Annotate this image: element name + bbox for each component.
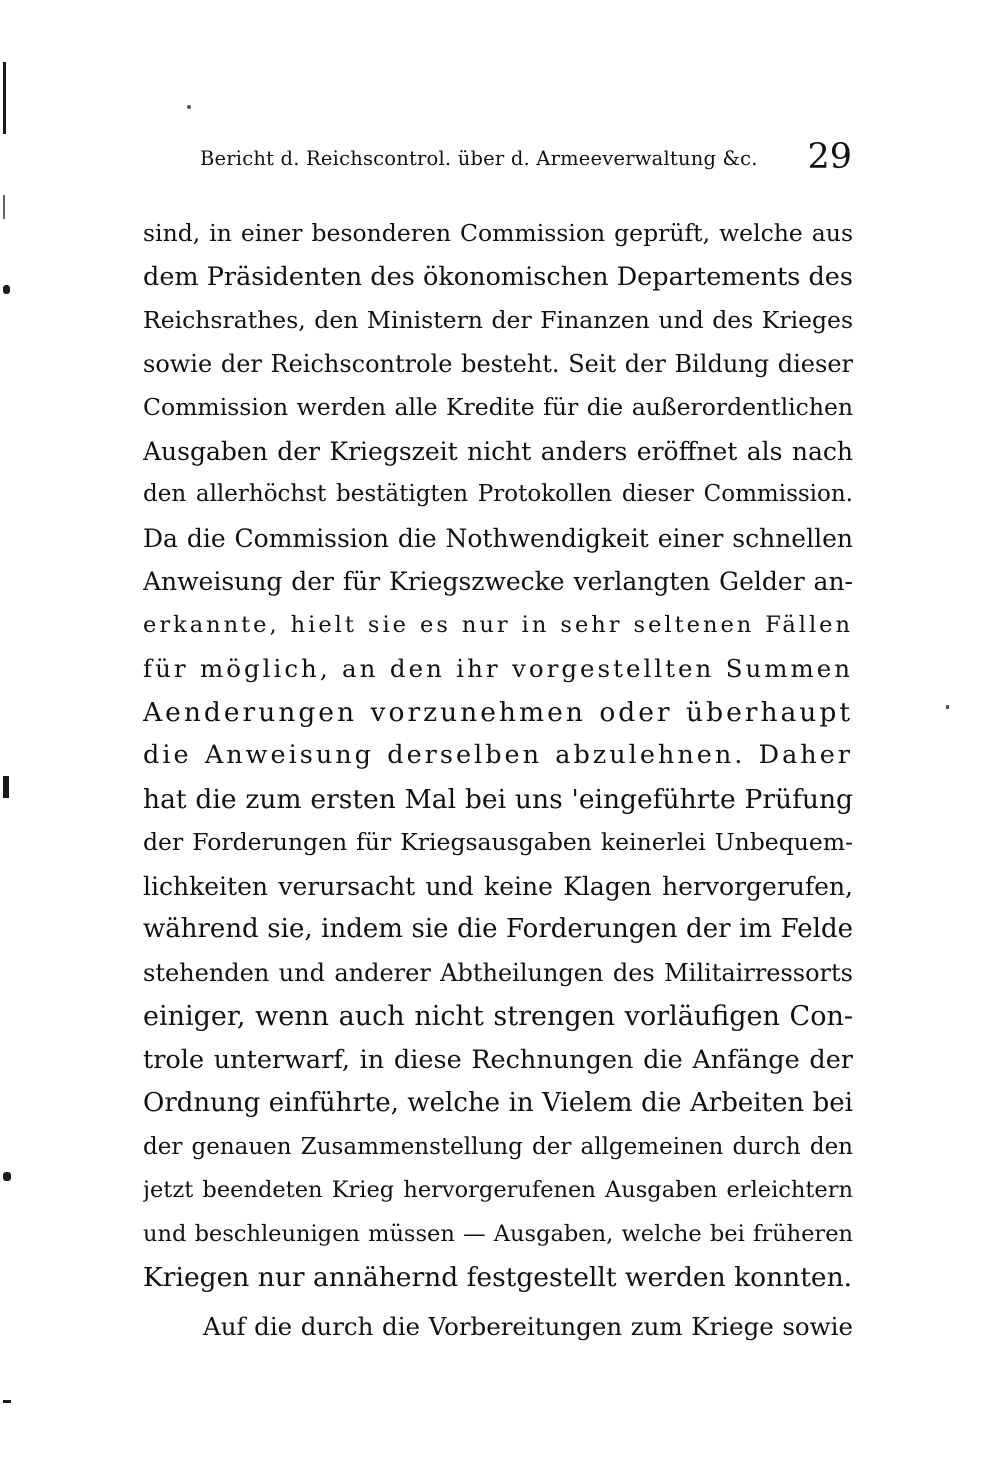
text-line: Reichsrathes, den Ministern der Finanzen und des Krieges (143, 306, 853, 334)
running-title: Bericht d. Reichscontrol. über d. Armeeverwaltung &c. (200, 147, 758, 170)
text-line: Kriegen nur annähernd festgestellt werden konnten. (143, 1262, 853, 1293)
scan-speck (3, 285, 10, 294)
text-line: trole unterwarf, in diese Rechnungen die Anfänge der (143, 1044, 853, 1075)
text-line: der genauen Zusammenstellung der allgemeinen durch den (143, 1133, 853, 1160)
text-line: Ordnung einführte, welche in Vielem die Arbeiten bei (143, 1088, 853, 1118)
page-number: 29 (807, 137, 852, 177)
scan-speck (3, 1400, 11, 1403)
text-line: Commission werden alle Kredite für die außerordentlichen (143, 393, 853, 421)
running-head (200, 138, 852, 178)
text-line: Auf die durch die Vorbereitungen zum Kriege sowie (203, 1311, 853, 1341)
scan-edge-rule (3, 62, 6, 134)
text-line: dem Präsidenten des ökonomischen Departements des (143, 261, 853, 292)
text-line: Aenderungen vorzunehmen oder überhaupt (143, 696, 853, 728)
scan-speck (187, 105, 191, 109)
scan-speck (3, 776, 9, 798)
text-line: und beschleunigen müssen — Ausgaben, welche bei früheren (143, 1220, 853, 1247)
text-line: erkannte, hielt sie es nur in sehr seltenen Fällen (143, 611, 853, 638)
scan-speck (946, 705, 949, 709)
text-line: die Anweisung derselben abzulehnen. Daher (143, 740, 853, 770)
text-line: hat die zum ersten Mal bei uns 'eingeführte Prüfung (143, 783, 853, 815)
text-line: sowie der Reichscontrole besteht. Seit der Bildung dieser (143, 349, 853, 378)
text-line: Anweisung der für Kriegszwecke verlangten Gelder an- (143, 567, 853, 596)
body-text (143, 212, 853, 1348)
scan-edge-tick (3, 195, 5, 219)
text-line: für möglich, an den ihr vorgestellten Summen (143, 654, 853, 683)
text-line: sind, in einer besonderen Commission geprüft, welche aus (143, 219, 853, 247)
text-line: Da die Commission die Nothwendigkeit einer schnellen (143, 523, 853, 553)
text-line: einiger, wenn auch nicht strengen vorläufigen Con- (143, 1001, 853, 1032)
text-line: während sie, indem sie die Forderungen der im Felde (143, 914, 853, 944)
scan-speck (3, 1172, 11, 1181)
text-line: jetzt beendeten Krieg hervorgerufenen Ausgaben erleichtern (143, 1177, 853, 1203)
text-line: den allerhöchst bestätigten Protokollen dieser Commission. (143, 481, 853, 507)
text-line: der Forderungen für Kriegsausgaben keinerlei Unbequem- (143, 828, 853, 856)
text-line: lichkeiten verursacht und keine Klagen hervorgerufen, (143, 871, 853, 901)
text-line: stehenden und anderer Abtheilungen des Militairressorts (143, 958, 853, 987)
text-line: Ausgaben der Kriegszeit nicht anders eröffnet als nach (143, 436, 853, 466)
